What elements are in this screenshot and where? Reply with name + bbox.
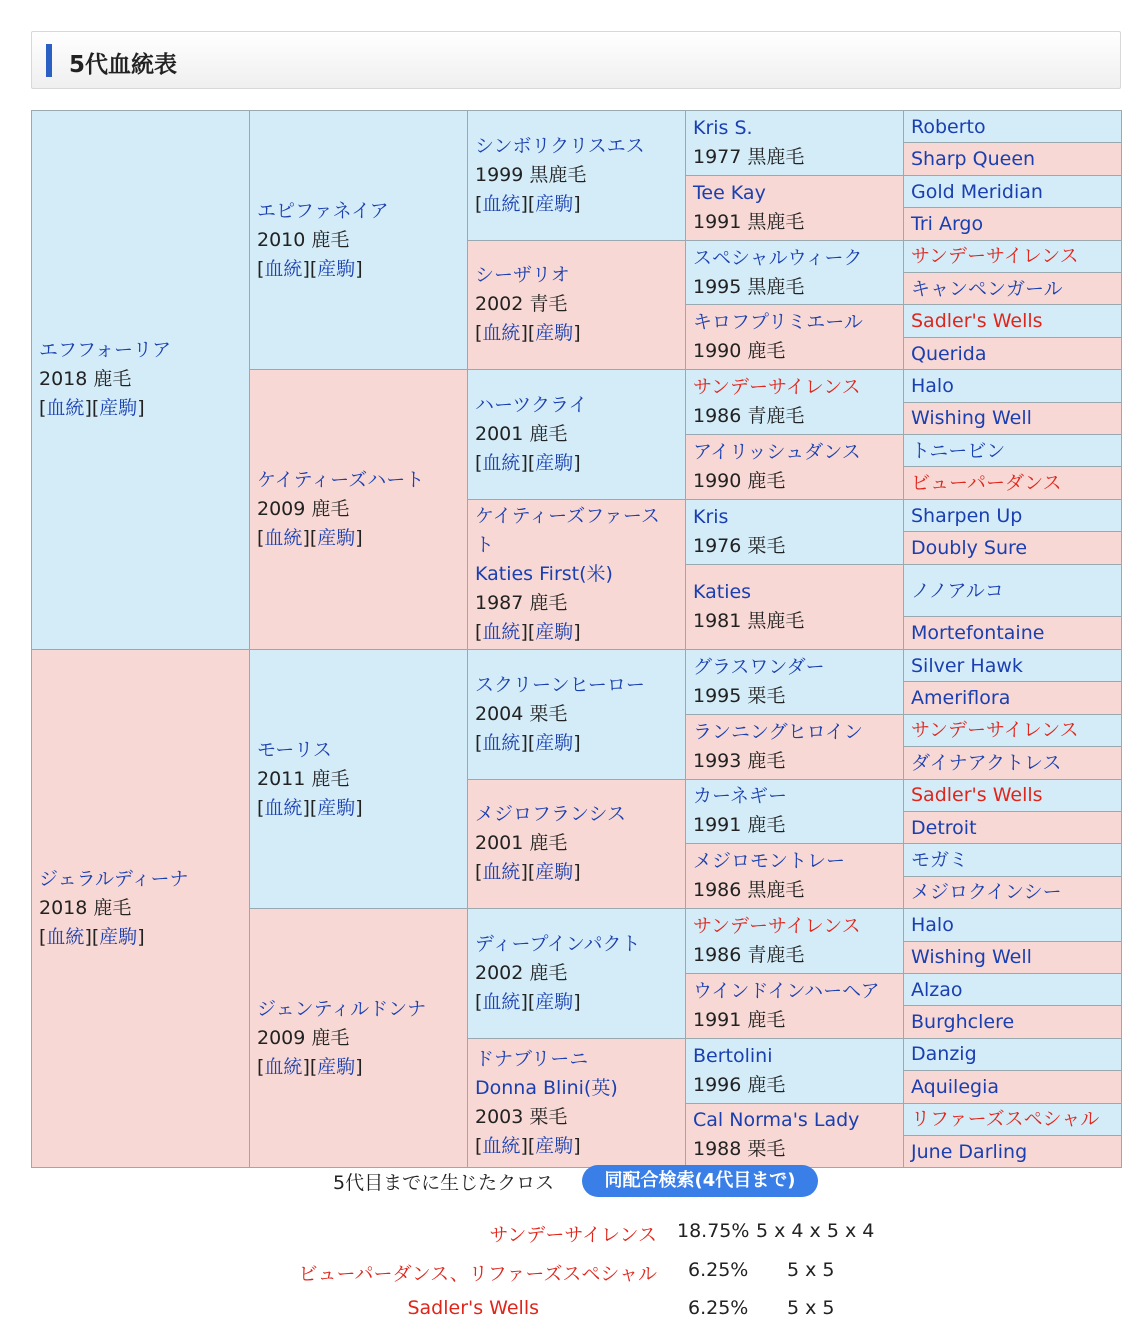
horse-name-link[interactable]: メジロクインシー — [911, 881, 1062, 904]
pedigree-cell-g4 — [686, 649, 904, 714]
horse-name-link[interactable]: ビューパーダンス — [911, 472, 1062, 495]
pedigree-cell-g5 — [904, 175, 1122, 207]
horse-links: [血統][産駒] — [257, 257, 363, 280]
pedigree-cell-g4 — [686, 844, 904, 909]
birth-year-color: 1986 青鹿毛 — [693, 405, 805, 428]
horse-name-link[interactable]: Sadler's Wells — [911, 310, 1043, 333]
horse-name-link[interactable]: June Darling — [911, 1140, 1028, 1163]
horse-name-link[interactable]: ノノアルコ — [911, 579, 1004, 602]
horse-name-link[interactable]: モガミ — [911, 849, 969, 872]
birth-year-color: 1988 栗毛 — [693, 1138, 786, 1161]
birth-year-color: 2002 青毛 — [475, 293, 568, 316]
section-title: 5代血統表 — [69, 52, 178, 78]
birth-year-color: 2004 栗毛 — [475, 702, 568, 725]
offspring-link[interactable]: 産駒 — [535, 452, 574, 475]
pedigree-cell-g4 — [686, 435, 904, 500]
pedigree-cell-g5 — [904, 682, 1122, 714]
pedigree-cell-g3 — [468, 1038, 686, 1168]
horse-name-link[interactable]: Silver Hawk — [911, 654, 1023, 677]
cross-row — [0, 1259, 1144, 1289]
same-mating-search-button[interactable]: 同配合検索(4代目まで) — [582, 1165, 818, 1197]
horse-name-link[interactable]: Tri Argo — [911, 212, 984, 235]
birth-year-color: 1991 黒鹿毛 — [693, 210, 805, 233]
horse-name-link[interactable]: ダイナアクトレス — [911, 751, 1062, 774]
pedigree-link[interactable]: 血統 — [482, 620, 521, 643]
horse-name-link[interactable]: Danzig — [911, 1043, 977, 1066]
cross-heading: 5代目までに生じたクロス — [333, 1172, 555, 1194]
horse-name-link[interactable]: Aquilegia — [911, 1075, 999, 1098]
horse-name-link[interactable]: エピファネイア — [257, 199, 389, 222]
offspring-link[interactable]: 産駒 — [535, 990, 574, 1013]
pedigree-cell-g5 — [904, 305, 1122, 337]
offspring-link[interactable]: 産駒 — [99, 397, 138, 420]
horse-links: [血統][産駒] — [475, 731, 581, 754]
pedigree-link[interactable]: 血統 — [482, 990, 521, 1013]
horse-foreign-name-link[interactable]: Donna Blini(英) — [475, 1077, 618, 1100]
pedigree-cell-g2 — [250, 370, 468, 650]
pedigree-link[interactable]: 血統 — [46, 926, 85, 949]
birth-year-color: 2018 鹿毛 — [39, 897, 132, 920]
pedigree-cell-g4 — [686, 779, 904, 844]
cross-generations: 5 x 4 x 5 x 4 — [756, 1220, 875, 1242]
horse-links: [血統][産駒] — [257, 527, 363, 550]
horse-name-link[interactable]: キャンペンガール — [911, 277, 1063, 300]
horse-links: [血統][産駒] — [475, 1135, 581, 1158]
horse-name-link[interactable]: サンデーサイレンス — [911, 245, 1079, 268]
birth-year-color: 2001 鹿毛 — [475, 423, 568, 446]
horse-name-link[interactable]: ウインドインハーヘア — [693, 979, 880, 1002]
pedigree-cell-g3 — [468, 240, 686, 370]
pedigree-cell-g2 — [250, 111, 468, 370]
pedigree-cell-g5 — [904, 435, 1122, 467]
horse-name-link[interactable]: サンデーサイレンス — [693, 376, 861, 399]
horse-name-link[interactable]: ハーツクライ — [475, 394, 588, 417]
pedigree-cell-g4 — [686, 370, 904, 435]
pedigree-link[interactable]: 血統 — [482, 192, 521, 215]
pedigree-link[interactable]: 血統 — [264, 257, 303, 280]
birth-year-color: 2003 栗毛 — [475, 1106, 568, 1129]
horse-name-link[interactable]: Cal Norma's Lady — [693, 1109, 860, 1132]
birth-year-color: 1993 鹿毛 — [693, 749, 786, 772]
pedigree-cell-g5 — [904, 240, 1122, 272]
pedigree-cell-g5 — [904, 779, 1122, 811]
horse-name-link[interactable]: ジェンティルドンナ — [257, 997, 427, 1020]
offspring-link[interactable]: 産駒 — [317, 796, 356, 819]
cross-percent: 18.75% — [677, 1220, 750, 1242]
birth-year-color: 1986 黒鹿毛 — [693, 879, 805, 902]
horse-name-link[interactable]: Sharp Queen — [911, 148, 1036, 171]
horse-name-link[interactable]: Ameriflora — [911, 686, 1011, 709]
pedigree-table — [31, 110, 1122, 1168]
birth-year-color: 1976 栗毛 — [693, 534, 786, 557]
pedigree-cell-g5 — [904, 370, 1122, 402]
horse-name-link[interactable]: Halo — [911, 374, 954, 397]
birth-year-color: 1996 鹿毛 — [693, 1073, 786, 1096]
cross-row — [0, 1297, 1144, 1327]
horse-name-link[interactable]: Kris S. — [693, 116, 753, 139]
cross-generations: 5 x 5 — [787, 1259, 835, 1281]
pedigree-cell-g5 — [904, 1038, 1122, 1070]
pedigree-cell-g1 — [32, 649, 250, 1168]
birth-year-color: 1981 黒鹿毛 — [693, 609, 805, 632]
horse-name-link[interactable]: エフフォーリア — [39, 339, 172, 362]
pedigree-cell-g5 — [904, 844, 1122, 876]
pedigree-cell-g5 — [904, 564, 1122, 617]
horse-links: [血統][産駒] — [475, 620, 581, 643]
horse-name-link[interactable]: サンデーサイレンス — [911, 719, 1079, 742]
horse-links: [血統][産駒] — [475, 990, 581, 1013]
pedigree-cell-g5 — [904, 1135, 1122, 1167]
horse-name-link[interactable]: メジロフランシス — [475, 803, 626, 826]
pedigree-cell-g5 — [904, 941, 1122, 973]
horse-name-link[interactable]: Detroit — [911, 816, 977, 839]
birth-year-color: 2002 鹿毛 — [475, 961, 568, 984]
pedigree-link[interactable]: 血統 — [264, 1055, 303, 1078]
pedigree-cell-g2 — [250, 649, 468, 908]
horse-name-link[interactable]: Sharpen Up — [911, 504, 1023, 527]
horse-name-link[interactable]: Wishing Well — [911, 946, 1032, 969]
pedigree-link[interactable]: 血統 — [264, 527, 303, 550]
pedigree-link[interactable]: 血統 — [482, 1135, 521, 1158]
horse-links: [血統][産駒] — [475, 452, 581, 475]
offspring-link[interactable]: 産駒 — [535, 322, 574, 345]
pedigree-cell-g4 — [686, 499, 904, 564]
pedigree-cell-g5 — [904, 1006, 1122, 1038]
pedigree-cell-g5 — [904, 1071, 1122, 1103]
horse-name-link[interactable]: Burghclere — [911, 1011, 1015, 1034]
birth-year-color: 1986 青鹿毛 — [693, 944, 805, 967]
pedigree-cell-g1 — [32, 111, 250, 650]
horse-name-link[interactable]: メジロモントレー — [693, 850, 846, 873]
pedigree-link[interactable]: 血統 — [482, 861, 521, 884]
offspring-link[interactable]: 産駒 — [535, 1135, 574, 1158]
birth-year-color: 1999 黒鹿毛 — [475, 163, 587, 186]
horse-name-link[interactable]: Wishing Well — [911, 407, 1032, 430]
cross-generations: 5 x 5 — [787, 1297, 835, 1319]
horse-name-link[interactable]: スクリーンヒーロー — [475, 673, 645, 696]
cross-percent: 6.25% — [688, 1259, 749, 1281]
pedigree-link[interactable]: 血統 — [46, 397, 85, 420]
pedigree-cell-g4 — [686, 305, 904, 370]
horse-name-link[interactable]: Gold Meridian — [911, 180, 1043, 203]
offspring-link[interactable]: 産駒 — [535, 731, 574, 754]
pedigree-cell-g5 — [904, 273, 1122, 305]
horse-name-link[interactable]: Alzao — [911, 978, 963, 1001]
cross-horse-name[interactable]: ビューパーダンス、リファーズスペシャル — [298, 1263, 657, 1285]
pedigree-cell-g4 — [686, 909, 904, 974]
pedigree-cell-g4 — [686, 973, 904, 1038]
cross-horse-name[interactable]: Sadler's Wells — [407, 1297, 539, 1319]
horse-name-link[interactable]: グラスワンダー — [693, 655, 825, 678]
horse-name-link[interactable]: Roberto — [911, 115, 986, 138]
pedigree-row — [32, 111, 1122, 143]
pedigree-cell-g5 — [904, 111, 1122, 143]
horse-foreign-name-link[interactable]: Katies First(米) — [475, 562, 613, 585]
horse-links: [血統][産駒] — [475, 192, 581, 215]
pedigree-link[interactable]: 血統 — [482, 731, 521, 754]
birth-year-color: 1995 黒鹿毛 — [693, 275, 805, 298]
birth-year-color: 1990 鹿毛 — [693, 469, 786, 492]
horse-name-link[interactable]: サンデーサイレンス — [693, 915, 861, 938]
header-accent-bar — [46, 44, 52, 77]
horse-name-link[interactable]: Kris — [693, 505, 729, 528]
horse-name-link[interactable]: ディープインパクト — [475, 932, 641, 955]
offspring-link[interactable]: 産駒 — [535, 192, 574, 215]
offspring-link[interactable]: 産駒 — [317, 1055, 356, 1078]
pedigree-cell-g3 — [468, 111, 686, 241]
horse-name-link[interactable]: Bertolini — [693, 1044, 773, 1067]
horse-name-link[interactable]: シーザリオ — [475, 264, 570, 287]
pedigree-cell-g4 — [686, 240, 904, 305]
pedigree-cell-g5 — [904, 876, 1122, 908]
pedigree-cell-g5 — [904, 714, 1122, 746]
pedigree-cell-g4 — [686, 1103, 904, 1168]
birth-year-color: 1991 鹿毛 — [693, 814, 786, 837]
offspring-link[interactable]: 産駒 — [317, 257, 356, 280]
pedigree-cell-g5 — [904, 402, 1122, 434]
birth-year-color: 1995 栗毛 — [693, 684, 786, 707]
pedigree-cell-g3 — [468, 779, 686, 909]
horse-name-link[interactable]: ランニングヒロイン — [693, 720, 864, 743]
pedigree-cell-g4 — [686, 1038, 904, 1103]
horse-links: [血統][産駒] — [475, 861, 581, 884]
horse-name-link[interactable]: Tee Kay — [693, 181, 766, 204]
pedigree-cell-g5 — [904, 973, 1122, 1005]
horse-name-link[interactable]: キロフプリミエール — [693, 311, 863, 334]
birth-year-color: 1991 鹿毛 — [693, 1008, 786, 1031]
horse-name-link[interactable]: ケイティーズハート — [257, 469, 425, 492]
horse-name-link[interactable]: Doubly Sure — [911, 536, 1028, 559]
pedigree-cell-g5 — [904, 747, 1122, 779]
pedigree-cell-g5 — [904, 337, 1122, 369]
pedigree-cell-g3 — [468, 499, 686, 649]
pedigree-cell-g5 — [904, 649, 1122, 681]
pedigree-link[interactable]: 血統 — [482, 322, 521, 345]
horse-links: [血統][産駒] — [475, 322, 581, 345]
pedigree-cell-g3 — [468, 649, 686, 779]
pedigree-cell-g5 — [904, 499, 1122, 531]
birth-year-color: 2009 鹿毛 — [257, 498, 350, 521]
horse-name-link[interactable]: ケイティーズファースト — [475, 504, 660, 556]
pedigree-cell-g5 — [904, 467, 1122, 499]
cross-horse-name[interactable]: サンデーサイレンス — [489, 1224, 657, 1246]
horse-links: [血統][産駒] — [257, 1055, 363, 1078]
horse-name-link[interactable]: Querida — [911, 342, 987, 365]
horse-links: [血統][産駒] — [39, 926, 145, 949]
offspring-link[interactable]: 産駒 — [317, 527, 356, 550]
horse-name-link[interactable]: モーリス — [257, 738, 332, 761]
offspring-link[interactable]: 産駒 — [535, 620, 574, 643]
birth-year-color: 2010 鹿毛 — [257, 228, 350, 251]
birth-year-color: 1977 黒鹿毛 — [693, 145, 805, 168]
pedigree-cell-g3 — [468, 909, 686, 1039]
pedigree-cell-g5 — [904, 532, 1122, 564]
pedigree-cell-g5 — [904, 617, 1122, 649]
cross-row — [0, 1220, 1144, 1250]
horse-name-link[interactable]: ドナブリーニ — [475, 1048, 589, 1071]
horse-name-link[interactable]: リファーズスペシャル — [911, 1108, 1100, 1131]
offspring-link[interactable]: 産駒 — [535, 861, 574, 884]
pedigree-cell-g4 — [686, 175, 904, 240]
pedigree-cell-g4 — [686, 714, 904, 779]
pedigree-link[interactable]: 血統 — [264, 796, 303, 819]
horse-links: [血統][産駒] — [39, 397, 145, 420]
pedigree-cell-g2 — [250, 909, 468, 1168]
horse-name-link[interactable]: Mortefontaine — [911, 622, 1045, 645]
horse-name-link[interactable]: シンボリクリスエス — [475, 134, 645, 157]
horse-name-link[interactable]: ジェラルディーナ — [39, 868, 189, 891]
horse-name-link[interactable]: トニービン — [911, 439, 1006, 462]
pedigree-cell-g5 — [904, 1103, 1122, 1135]
horse-name-link[interactable]: カーネギー — [693, 785, 788, 808]
pedigree-cell-g3 — [468, 370, 686, 500]
pedigree-cell-g4 — [686, 564, 904, 649]
pedigree-row — [32, 649, 1122, 681]
horse-name-link[interactable]: スペシャルウィーク — [693, 246, 863, 269]
offspring-link[interactable]: 産駒 — [99, 926, 138, 949]
pedigree-link[interactable]: 血統 — [482, 452, 521, 475]
horse-name-link[interactable]: Halo — [911, 913, 954, 936]
pedigree-cell-g5 — [904, 208, 1122, 240]
birth-year-color: 2001 鹿毛 — [475, 832, 568, 855]
birth-year-color: 1990 鹿毛 — [693, 340, 786, 363]
birth-year-color: 2018 鹿毛 — [39, 368, 132, 391]
birth-year-color: 1987 鹿毛 — [475, 591, 568, 614]
pedigree-cell-g5 — [904, 909, 1122, 941]
pedigree-cell-g5 — [904, 811, 1122, 843]
pedigree-cell-g4 — [686, 111, 904, 176]
horse-links: [血統][産駒] — [257, 796, 363, 819]
pedigree-cell-g5 — [904, 143, 1122, 175]
horse-name-link[interactable]: アイリッシュダンス — [693, 440, 861, 463]
birth-year-color: 2009 鹿毛 — [257, 1026, 350, 1049]
horse-name-link[interactable]: Katies — [693, 580, 752, 603]
birth-year-color: 2011 鹿毛 — [257, 767, 350, 790]
section-header — [31, 31, 1121, 89]
horse-name-link[interactable]: Sadler's Wells — [911, 784, 1043, 807]
cross-percent: 6.25% — [688, 1297, 749, 1319]
